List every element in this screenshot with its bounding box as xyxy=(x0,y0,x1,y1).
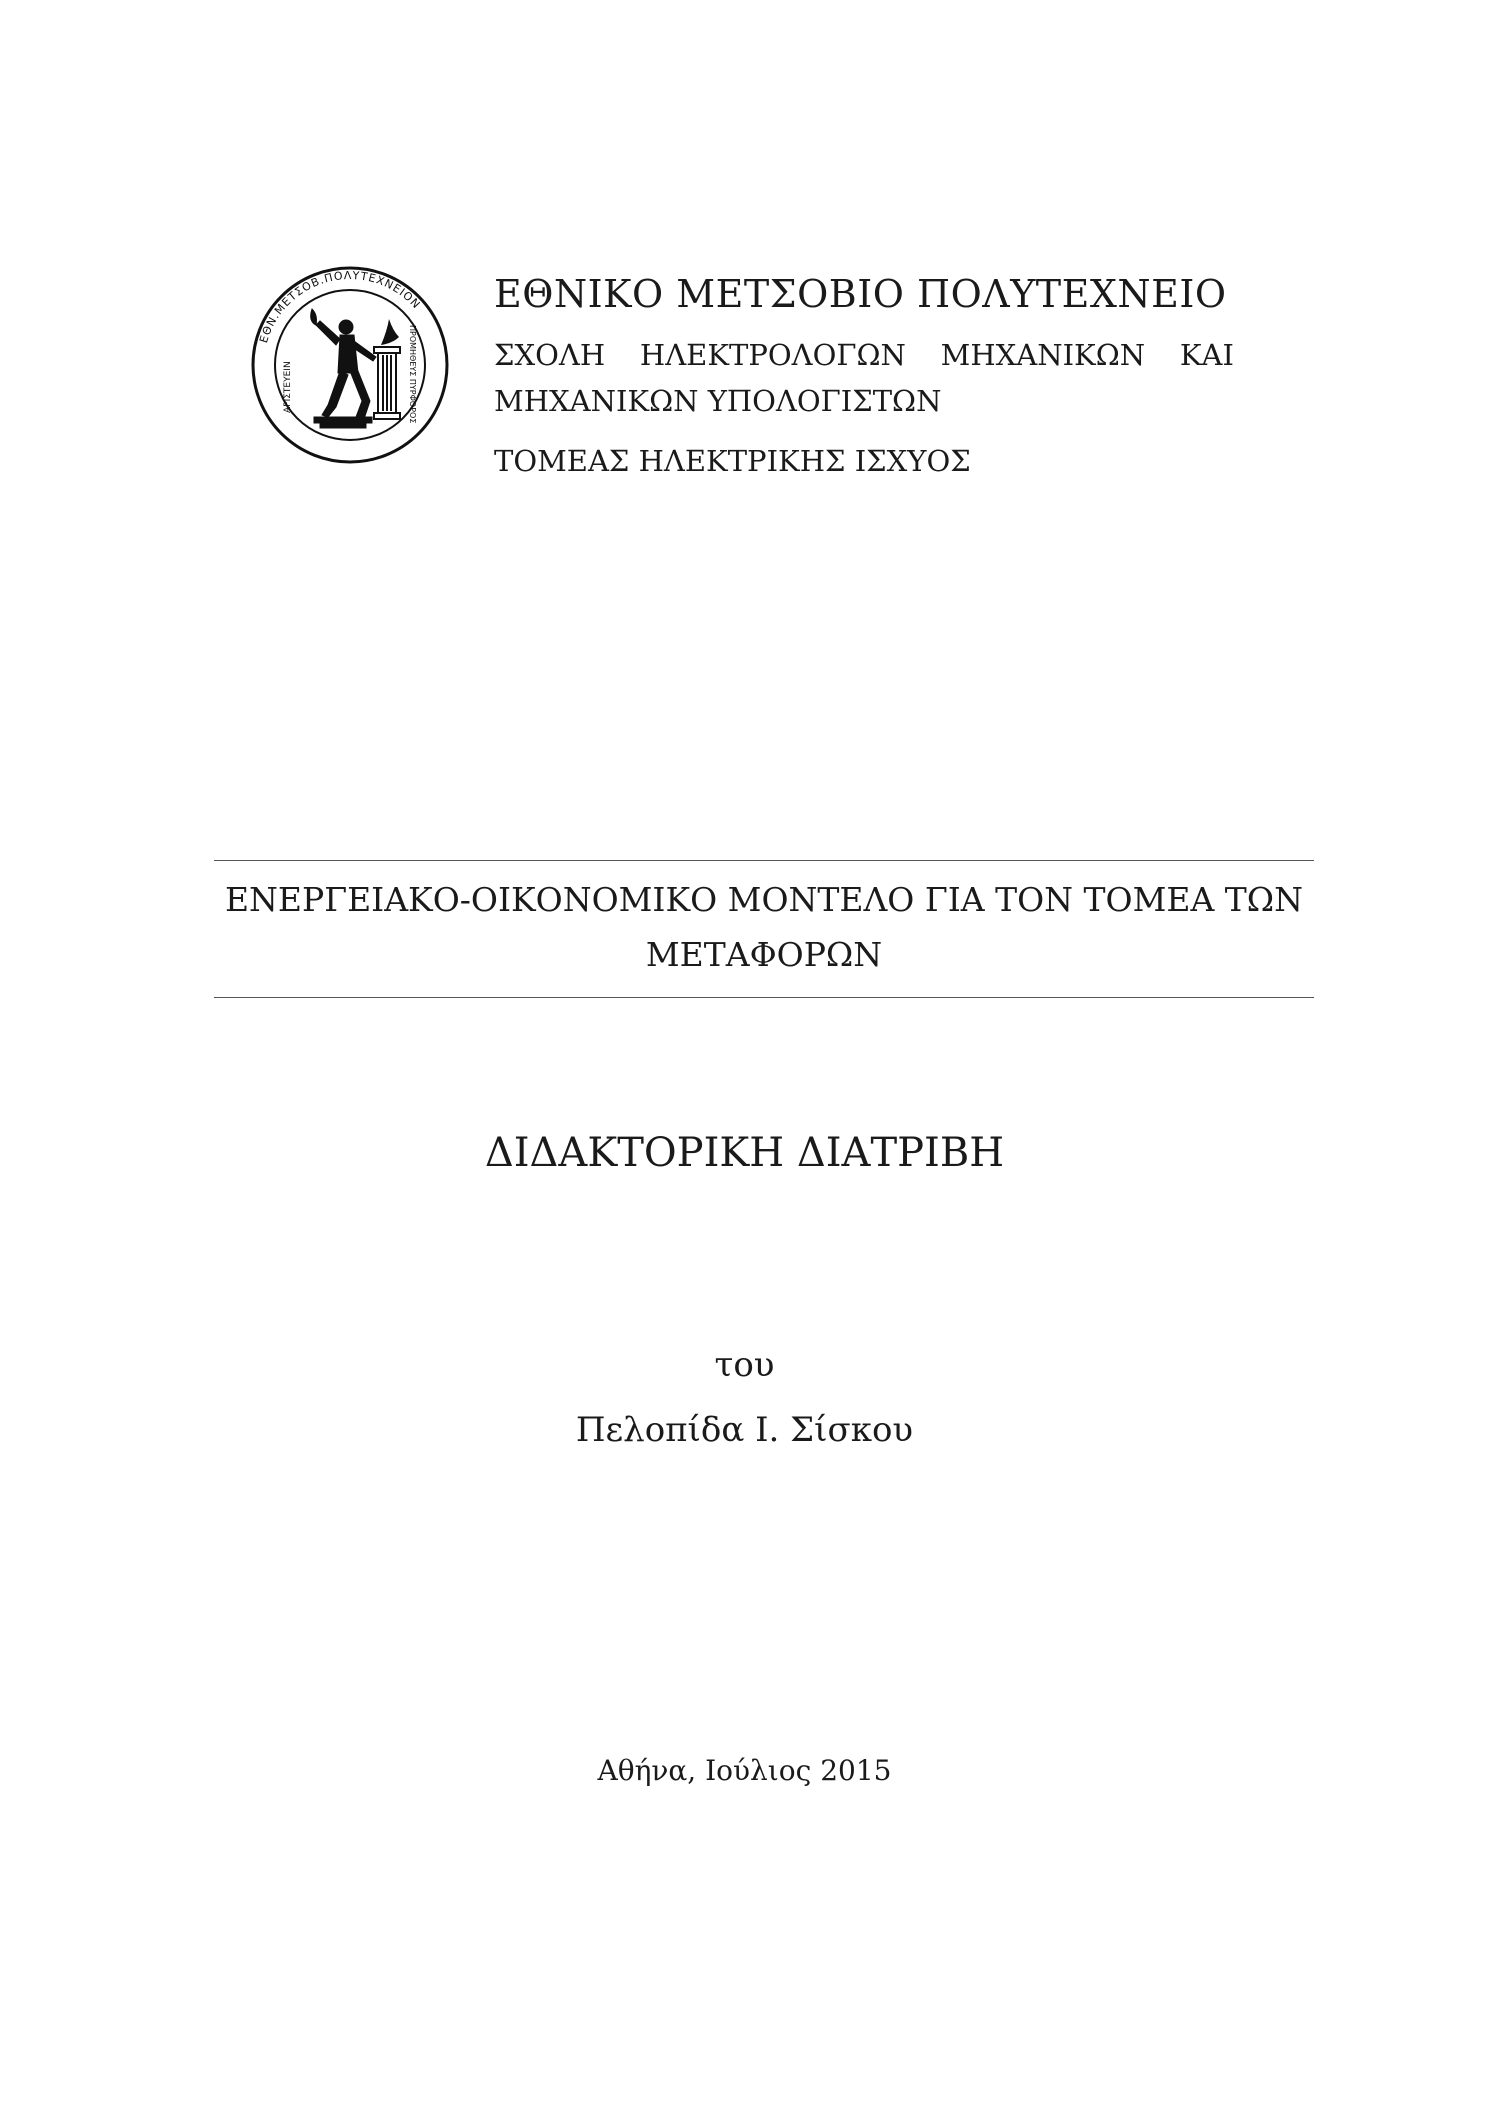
seal-text: ΕΘΝ.ΜΕΤΣΟΒ.ΠΟΛΥΤΕΧΝΕΙΟΝ xyxy=(257,268,424,345)
title-rule-top xyxy=(214,860,1314,861)
thesis-title-line1: ΕΝΕΡΓΕΙΑΚΟ-ΟΙΚΟΝΟΜΙΚΟ ΜΟΝΤΕΛΟ ΓΙΑ ΤΟΝ ΤΟΜΕΑ ΤΩΝ xyxy=(224,880,1304,919)
school-word: ΜΗΧΑΝΙΚΩΝ xyxy=(940,338,1146,372)
university-name: ΕΘΝΙΚΟ ΜΕΤΣΟΒΙΟ ΠΟΛΥΤΕΧΝΕΙΟ xyxy=(494,272,1227,316)
thesis-title xyxy=(214,872,1314,982)
place-date: Αθήνα, Ιούλιος 2015 xyxy=(597,1754,892,1787)
school-word: ΚΑΙ xyxy=(1179,338,1234,372)
school-word: ΣΧΟΛΗ xyxy=(494,338,606,372)
university-seal-icon xyxy=(250,265,450,465)
document-type: ΔΙΔΑΚΤΟΡΙΚΗ ΔΙΑΤΡΙΒΗ xyxy=(484,1130,1005,1176)
thesis-title-line2: ΜΕΤΑΦΟΡΩΝ xyxy=(645,935,883,974)
seal-side-text-left: ΑΡΙΣΤΕΥΕΙΝ xyxy=(283,361,293,413)
school-word: ΗΛΕΚΤΡΟΛΟΓΩΝ xyxy=(639,338,906,372)
author-name: Πελοπίδα Ι. Σίσκου xyxy=(575,1410,914,1450)
title-rule-bottom xyxy=(214,997,1314,998)
seal-side-text-right: ΠΡΟΜΗΘΕΥΣ ΠΥΡΦΟΡΟΣ xyxy=(408,325,417,424)
school-name-line2: ΜΗΧΑΝΙΚΩΝ ΥΠΟΛΟΓΙΣΤΩΝ xyxy=(494,384,942,418)
by-label: του xyxy=(714,1345,775,1385)
institution-header xyxy=(494,266,1234,484)
school-name-line1 xyxy=(494,332,1234,378)
sector-name: ΤΟΜΕΑΣ ΗΛΕΚΤΡΙΚΗΣ ΙΣΧΥΟΣ xyxy=(494,444,971,478)
